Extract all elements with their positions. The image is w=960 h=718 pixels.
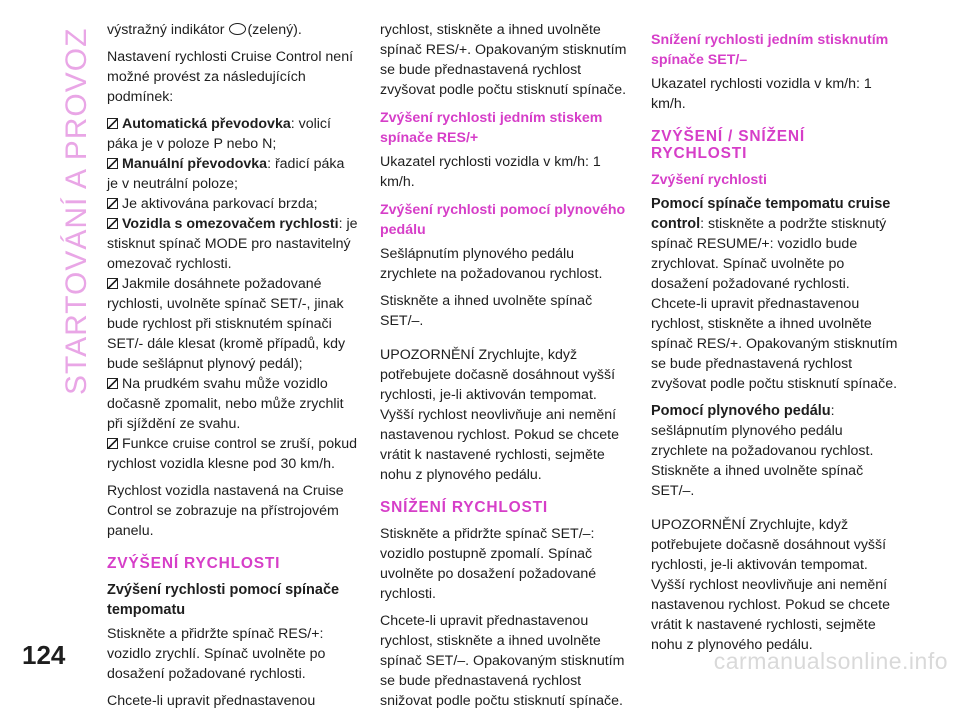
paragraph-accelerate: Sešlápnutím plynového pedálu zrychlete na požadovanou rychlost.: [380, 246, 603, 282]
page-number: 124: [22, 640, 66, 670]
checkbox-bullet-icon: [107, 118, 118, 129]
heading-one-press-res: Zvýšení rychlosti jedním stiskem spínače RES/+: [380, 110, 603, 146]
paragraph-pedal: Pomocí plynového pedálu: sešlápnutím plynového pedálu zrychlete na požadovanou rychlost. Stiskněte a ihned uvolněte spínač SET/–.: [651, 403, 874, 499]
cruise-control-indicator-icon: [229, 23, 246, 35]
paragraph-set-hold: Stiskněte a přidržte spínač SET/–: vozidlo postupně zpomalí. Spínač uvolněte po dosažení požadované rychlosti.: [380, 526, 597, 602]
list-item: Funkce cruise control se zruší, pokud rychlost vozidla klesne pod 30 km/h.: [107, 436, 357, 472]
paragraph-warning: UPOZORNĚNÍ Zrychlujte, když potřebujete dočasně dosáhnout vyšší rychlosti, je-li aktivován tempomat. Vyšší rychlost neovlivňuje ani nemění nastavenou rychlost. Pokud se chcete vrátit k nastavené rychlosti, sejměte nohu z plynového pedálu.: [651, 517, 890, 653]
section-side-title: STARTOVÁNÍ A PROVOZ: [60, 28, 93, 396]
heading-increase-decrease: ZVÝŠENÍ / SNÍŽENÍ RYCHLOSTI: [651, 128, 805, 162]
paragraph-indicator: výstražný indikátor (zelený).: [107, 22, 302, 38]
column-1: [107, 20, 359, 718]
heading-decrease-speed: SNÍŽENÍ RYCHLOSTI: [380, 499, 549, 516]
list-item: Manuální převodovka: řadicí páka je v neutrální poloze;: [107, 156, 345, 192]
subheading-switch: Zvýšení rychlosti pomocí spínače tempomatu: [107, 582, 340, 618]
paragraph-kmh: Ukazatel rychlosti vozidla v km/h: 1 km/h.: [651, 76, 872, 112]
list-item: Jakmile dosáhnete požadované rychlosti, uvolněte spínač SET/-, jinak bude rychlost při stisknutém spínači SET/- dále klesat (kromě případů, kdy bude sešlápnut plynový pedál);: [107, 276, 346, 372]
checkbox-bullet-icon: [107, 278, 118, 289]
paragraph-kmh: Ukazatel rychlosti vozidla v km/h: 1 km/h.: [380, 154, 601, 190]
list-item: Automatická převodovka: volicí páka je v poloze P nebo N;: [107, 116, 331, 152]
heading-increase-speed: ZVÝŠENÍ RYCHLOSTI: [107, 555, 281, 572]
paragraph-display: Rychlost vozidla nastavená na Cruise Control se zobrazuje na přístrojovém panelu.: [107, 483, 344, 539]
heading-accelerator: Zvýšení rychlosti pomocí plynového pedálu: [380, 202, 626, 238]
paragraph-set-release: Stiskněte a ihned uvolněte spínač SET/–.: [380, 293, 593, 329]
heading-one-press-set: Snížení rychlosti jedním stisknutím spínače SET/–: [651, 32, 889, 68]
paragraph-res-repeat: rychlost, stiskněte a ihned uvolněte spínač RES/+. Opakovaným stisknutím se bude přednastavená rychlost zvyšovat podle počtu stisknutí spínače.: [380, 22, 627, 98]
heading-increase: Zvýšení rychlosti: [651, 172, 767, 188]
checkbox-bullet-icon: [107, 198, 118, 209]
checkbox-bullet-icon: [107, 218, 118, 229]
list-item: Na prudkém svahu může vozidlo dočasně zpomalit, nebo může zrychlit při sjíždění ze svahu.: [107, 376, 344, 432]
column-3: [651, 20, 903, 662]
watermark: carmanualsonline.info: [713, 648, 948, 674]
list-item: Je aktivována parkovací brzda;: [107, 194, 359, 214]
paragraph-warning: UPOZORNĚNÍ Zrychlujte, když potřebujete dočasně dosáhnout vyšší rychlosti, je-li aktivován tempomat. Vyšší rychlost neovlivňuje ani nemění nastavenou rychlost. Pokud se chcete vrátit k nastavené rychlosti, sejměte nohu z plynového pedálu.: [380, 347, 619, 483]
checkbox-bullet-icon: [107, 158, 118, 169]
list-item: Vozidla s omezovačem rychlosti: je stisknut spínač MODE pro nastavitelný omezovač rychlosti.: [107, 216, 358, 272]
column-2: [380, 20, 632, 718]
paragraph-set-repeat: Chcete-li upravit přednastavenou rychlost, stiskněte a ihned uvolněte spínač SET/–. Opakovaným stisknutím se bude přednastavená rychlost snižovat podle počtu stisknutí spínače.: [380, 613, 625, 709]
paragraph-cruise-switch: Pomocí spínače tempomatu cruise control: stiskněte a podržte stisknutý spínač RESUME/+: vozidlo bude zrychlovat. Spínač uvolněte po dosažení požadované rychlosti. Chcete-li upravit přednastavenou rychlost, stiskněte a ihned uvolněte spínač RES/+. Opakovaným stisknutím se bude přednastavená rychlost zvyšovat podle počtu stisknutí spínače.: [651, 196, 898, 392]
paragraph-adjust: Chcete-li upravit přednastavenou: [107, 693, 316, 709]
paragraph-conditions: Nastavení rychlosti Cruise Control není možné provést za následujících podmínek:: [107, 49, 354, 105]
checkbox-bullet-icon: [107, 438, 118, 449]
paragraph-res: Stiskněte a přidržte spínač RES/+: vozidlo zrychlí. Spínač uvolněte po dosažení požadované rychlosti.: [107, 626, 326, 682]
checkbox-bullet-icon: [107, 378, 118, 389]
